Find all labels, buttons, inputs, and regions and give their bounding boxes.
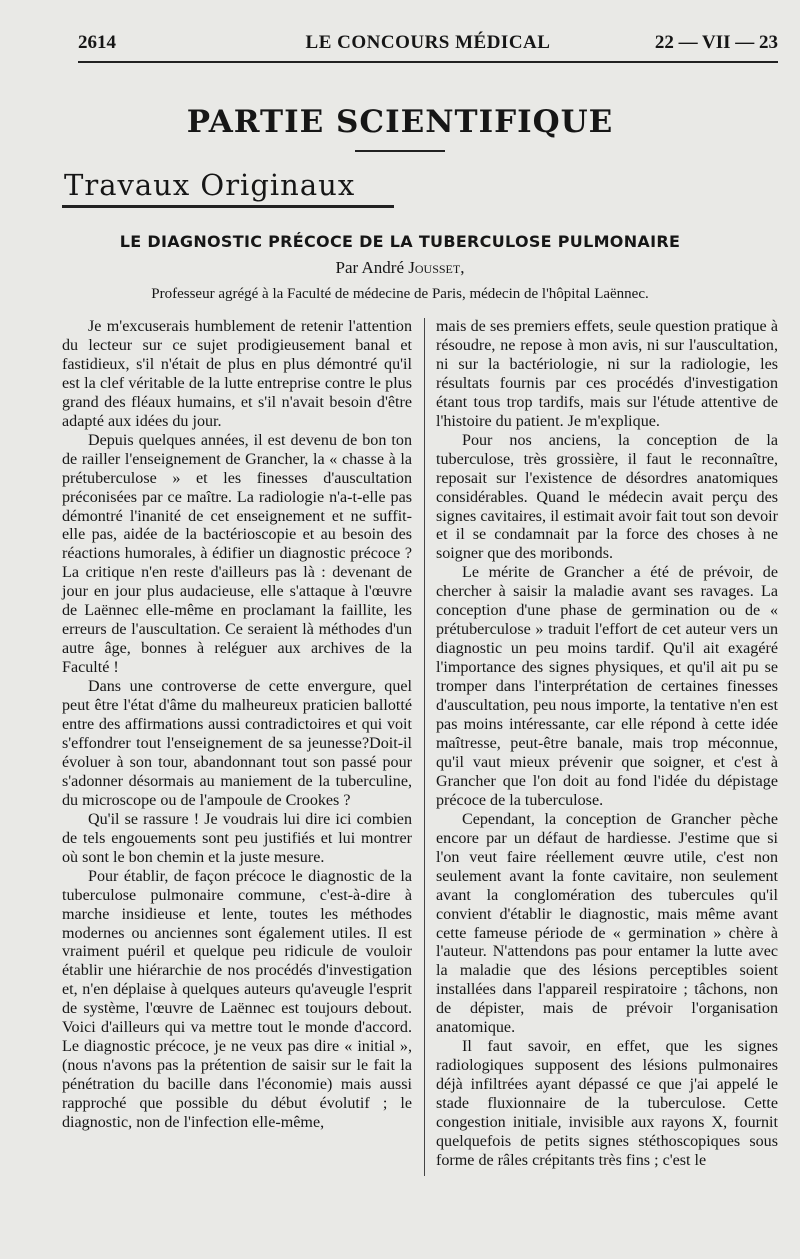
paragraph: Dans une controverse de cette envergure, quel peut être l'état d'âme du malheureux praticien ballotté entre des affirmations aussi contradictoires et qui voit s'effondrer tout l'enseignement de sa jeunesse?Doit-il évoluer à son tour, abandonnant tout son passé pour s'adonner désormais au maniement de la tuberculine, du microscope ou de l'ampoule de Crookes ? bbox=[62, 678, 412, 809]
rubric-rule bbox=[62, 205, 394, 208]
left-column bbox=[62, 318, 412, 1133]
header-rule bbox=[78, 61, 778, 63]
running-head bbox=[78, 30, 778, 58]
paragraph: Je m'excuserais humblement de retenir l'attention du lecteur sur ce sujet prodigieusement banal et fastidieux, s'il n'était de plus en plus démontré qu'il est la clef véritable de la lutte entreprise contre le plus grand des fléaux humains, et s'il n'avait besoin d'être adapté aux idées du jour. bbox=[62, 318, 412, 430]
column-divider bbox=[424, 318, 425, 1176]
byline bbox=[0, 258, 800, 278]
rubric-heading: Travaux Originaux bbox=[64, 168, 356, 202]
paragraph: Qu'il se rassure ! Je voudrais lui dire ici combien de tels engouements sont peu justifiés et lui montrer où sont le bon chemin et la juste mesure. bbox=[62, 810, 412, 866]
article-title: LE DIAGNOSTIC PRÉCOCE DE LA TUBERCULOSE PULMONAIRE bbox=[119, 232, 681, 251]
page-number: 2614 bbox=[78, 32, 116, 53]
issue-date: 22 — VII — 23 bbox=[654, 32, 778, 53]
paragraph: Pour nos anciens, la conception de la tuberculose, très grossière, il faut le reconnaître, reposait sur l'existence de désordres anatomiques considérables. Quand le médecin avait perçu des signes cavitaires, il estimait avoir fait tout son devoir et il se condamnait par la force des choses à ne soigner que des moribonds. bbox=[436, 431, 778, 563]
author-surname: Jousset, bbox=[408, 258, 465, 277]
paragraph: Le mérite de Grancher a été de prévoir, de chercher à saisir la maladie avant ses ravages. La conception d'une phase de germination ou de « prétuberculose » traduit l'effort de cet auteur vers un diagnostic un peu moins tardif. Qu'il ait exagéré l'importance des signes physiques, et qu'il ait pu se tromper dans l'interprétation de certaines finesses d'auscultation, peu nous importe, la tentative n'en est pas moins intéressante, car elle répond à cette idée maîtresse, peut-être banale, mais trop méconnue, qu'il vaut mieux prévenir que soigner, et c'est à Grancher que l'on doit au fond l'idée du dépistage précoce de la tuberculose. bbox=[436, 564, 778, 809]
section-title: PARTIE SCIENTIFIQUE bbox=[186, 104, 614, 140]
paragraph-continued: mais de ses premiers effets, seule question pratique à résoudre, ne repose à mon avis, ni sur l'auscultation, ni sur la bactériologie, ni sur la radiologie, les résultats fournis par ces procédés d'investigation étant tous trop tardifs, mais sur l'étude attentive de l'histoire du patient. Je m'explique. bbox=[436, 318, 778, 430]
paragraph: Depuis quelques années, il est devenu de bon ton de railler l'enseignement de Grancher, la « chasse à la prétuberculose » et les finesses d'auscultation préconisées par ce maître. La radiologie n'a-t-elle pas démontré l'inanité de cet enseignement et ne suffit-elle pas, aidée de la bactérioscopie et au besoin des réactions humorales, à édifier un diagnostic précoce ? La critique n'en reste d'ailleurs pas là : devenant de jour en jour plus audacieuse, elle s'attaque à l'œuvre de Laënnec elle-même en proclamant la faillite, les erreurs de l'auscultation. Ce seraient là méthodes d'un autre âge, bonnes à reléguer aux archives de la Faculté ! bbox=[62, 431, 412, 677]
paragraph: Cependant, la conception de Grancher pèche encore par un défaut de hardiesse. J'estime que si l'on veut faire réellement œuvre utile, c'est non seulement avant la fonte cavitaire, non seulement avant la conglomération des tubercules qu'il convient d'établir le diagnostic, mais même avant cette fameuse période de « germination » chère à l'auteur. N'attendons pas pour entamer la lutte avec la maladie que des lésions perceptibles soient installées dans l'appareil respiratoire ; tâchons, non de dépister, mais de prévoir l'organisation anatomique. bbox=[436, 810, 778, 1037]
paragraph: Pour établir, de façon précoce le diagnostic de la tuberculose pulmonaire commune, c'est-à-dire à marche insidieuse et lente, toutes les méthodes modernes ou anciennes sont également utiles. Il est vraiment puéril et quelque peu ridicule de vouloir établir une hiérarchie de nos procédés d'investigation et, n'en déplaise à quelques auteurs qu'aveugle l'esprit de système, l'œuvre de Laënnec est toujours debout. Voici d'ailleurs qui va mettre tout le monde d'accord. Le diagnostic précoce, je ne veux pas dire « initial », (nous n'avons pas la prétention de saisir sur le fait la pénétration du bacille dans l'économie) mais aussi rapproché que possible du début évolutif ; le diagnostic, non de l'infection elle-même, bbox=[62, 867, 412, 1132]
journal-title: LE CONCOURS MÉDICAL bbox=[305, 32, 551, 53]
author-affiliation: Professeur agrégé à la Faculté de médecine de Paris, médecin de l'hôpital Laënnec. bbox=[151, 286, 649, 302]
right-column bbox=[436, 318, 778, 1171]
section-title-rule bbox=[355, 150, 445, 152]
byline-prefix: Par André bbox=[335, 258, 404, 277]
paragraph: Il faut savoir, en effet, que les signes radiologiques supposent des lésions pulmonaires déjà infiltrées ayant dépassé ce que j'ai appelé le stade fluxionnaire de la tuberculose. Cette congestion initiale, invisible aux rayons X, fournit quelquefois de petits signes stéthoscopiques sous forme de râles crépitants très fins ; c'est le bbox=[436, 1038, 778, 1169]
